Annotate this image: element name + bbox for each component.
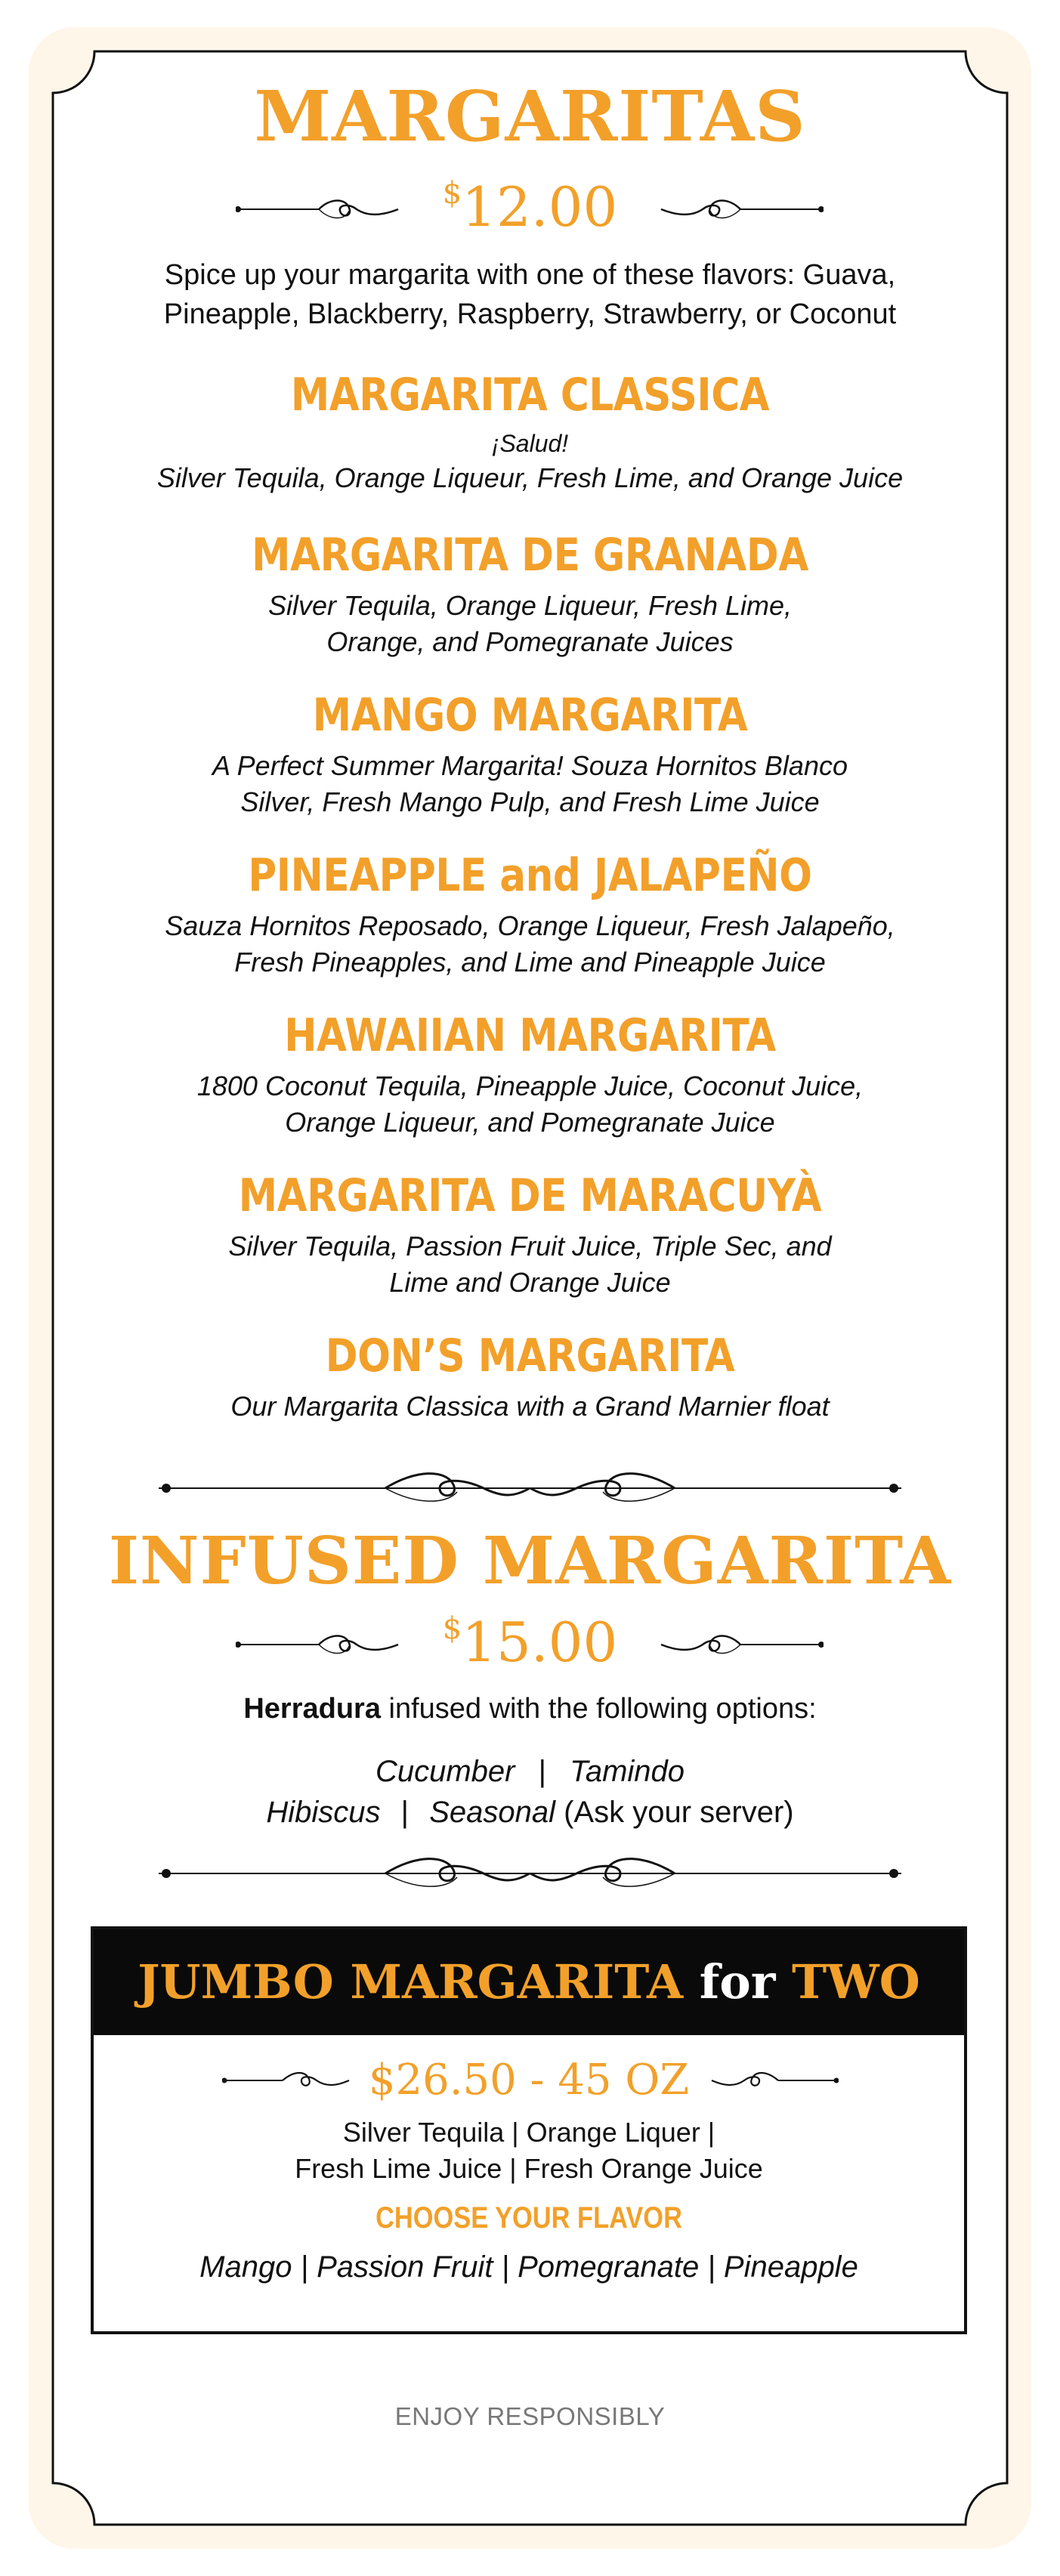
item-desc: Silver Tequila, Orange Liqueur, Fresh Lime, Orange, and Pomegranate Juices: [267, 590, 793, 657]
item-desc: A Perfect Summer Margarita! Souza Hornitos Blanco Silver, Fresh Mango Pulp, and Fresh Lime Juice: [212, 750, 848, 817]
margaritas-title: MARGARITAS: [254, 76, 806, 157]
divider-ornament-icon: [159, 1851, 901, 1896]
jumbo-flavors: Mango | Passion Fruit | Pomegranate | Pineapple: [199, 2250, 858, 2284]
item-title: DON’S MARGARITA: [325, 1330, 735, 1382]
item-desc: Our Margarita Classica with a Grand Marnier float: [230, 1391, 830, 1422]
item-title: HAWAIIAN MARGARITA: [284, 1009, 776, 1062]
margaritas-intro: Spice up your margarita with one of these flavors: Guava, Pineapple, Blackberry, Raspberry, Strawberry, or Coconut: [163, 259, 897, 330]
margaritas-price-row: [0, 175, 1060, 243]
item-desc: Silver Tequila, Passion Fruit Juice, Triple Sec, and Lime and Orange Juice: [228, 1231, 832, 1298]
item-desc: ¡Salud! Silver Tequila, Orange Liqueur, Fresh Lime, and Orange Juice: [156, 430, 904, 493]
jumbo-box: [91, 1926, 967, 2334]
jumbo-price-row: [94, 2050, 964, 2111]
item-desc: Sauza Hornitos Reposado, Orange Liqueur, Fresh Jalapeño, Fresh Pineapples, and Lime and Pineapple Juice: [165, 910, 895, 978]
infused-intro: Herradura infused with the following options:: [243, 1693, 817, 1725]
margaritas-price: $12.00: [442, 175, 618, 239]
item-title: MARGARITA DE GRANADA: [252, 529, 808, 582]
infused-price: $15.00: [442, 1611, 618, 1674]
infused-title: INFUSED MARGARITA: [108, 1523, 952, 1599]
item-desc: 1800 Coconut Tequila, Pineapple Juice, Coconut Juice, Orange Liqueur, and Pomegranate Juice: [196, 1070, 864, 1138]
item-title: MANGO MARGARITA: [312, 689, 748, 742]
flourish-right-icon: [657, 1629, 824, 1660]
jumbo-ingredients: Silver Tequila | Orange Liquer | Fresh Lime Juice | Fresh Orange Juice: [295, 2117, 763, 2184]
infused-options: Cucumber | Tamindo Hibiscus | Seasonal (Ask your server): [266, 1755, 794, 1829]
item-title: MARGARITA CLASSICA: [290, 369, 770, 422]
jumbo-price: $26.50 - 45 OZ: [368, 2056, 690, 2105]
infused-price-row: [0, 1611, 1060, 1679]
divider-ornament-icon: [159, 1466, 901, 1511]
item-title: PINEAPPLE and JALAPEÑO: [248, 849, 812, 902]
item-title: MARGARITA DE MARACUYÀ: [238, 1169, 822, 1222]
flourish-right-icon: [710, 2067, 839, 2094]
footer-note: ENJOY RESPONSIBLY: [394, 2402, 666, 2430]
flourish-right-icon: [657, 194, 824, 224]
jumbo-header: JUMBO MARGARITA for TWO: [94, 1929, 964, 2035]
jumbo-choose-label: CHOOSE YOUR FLAVOR: [375, 2201, 682, 2235]
